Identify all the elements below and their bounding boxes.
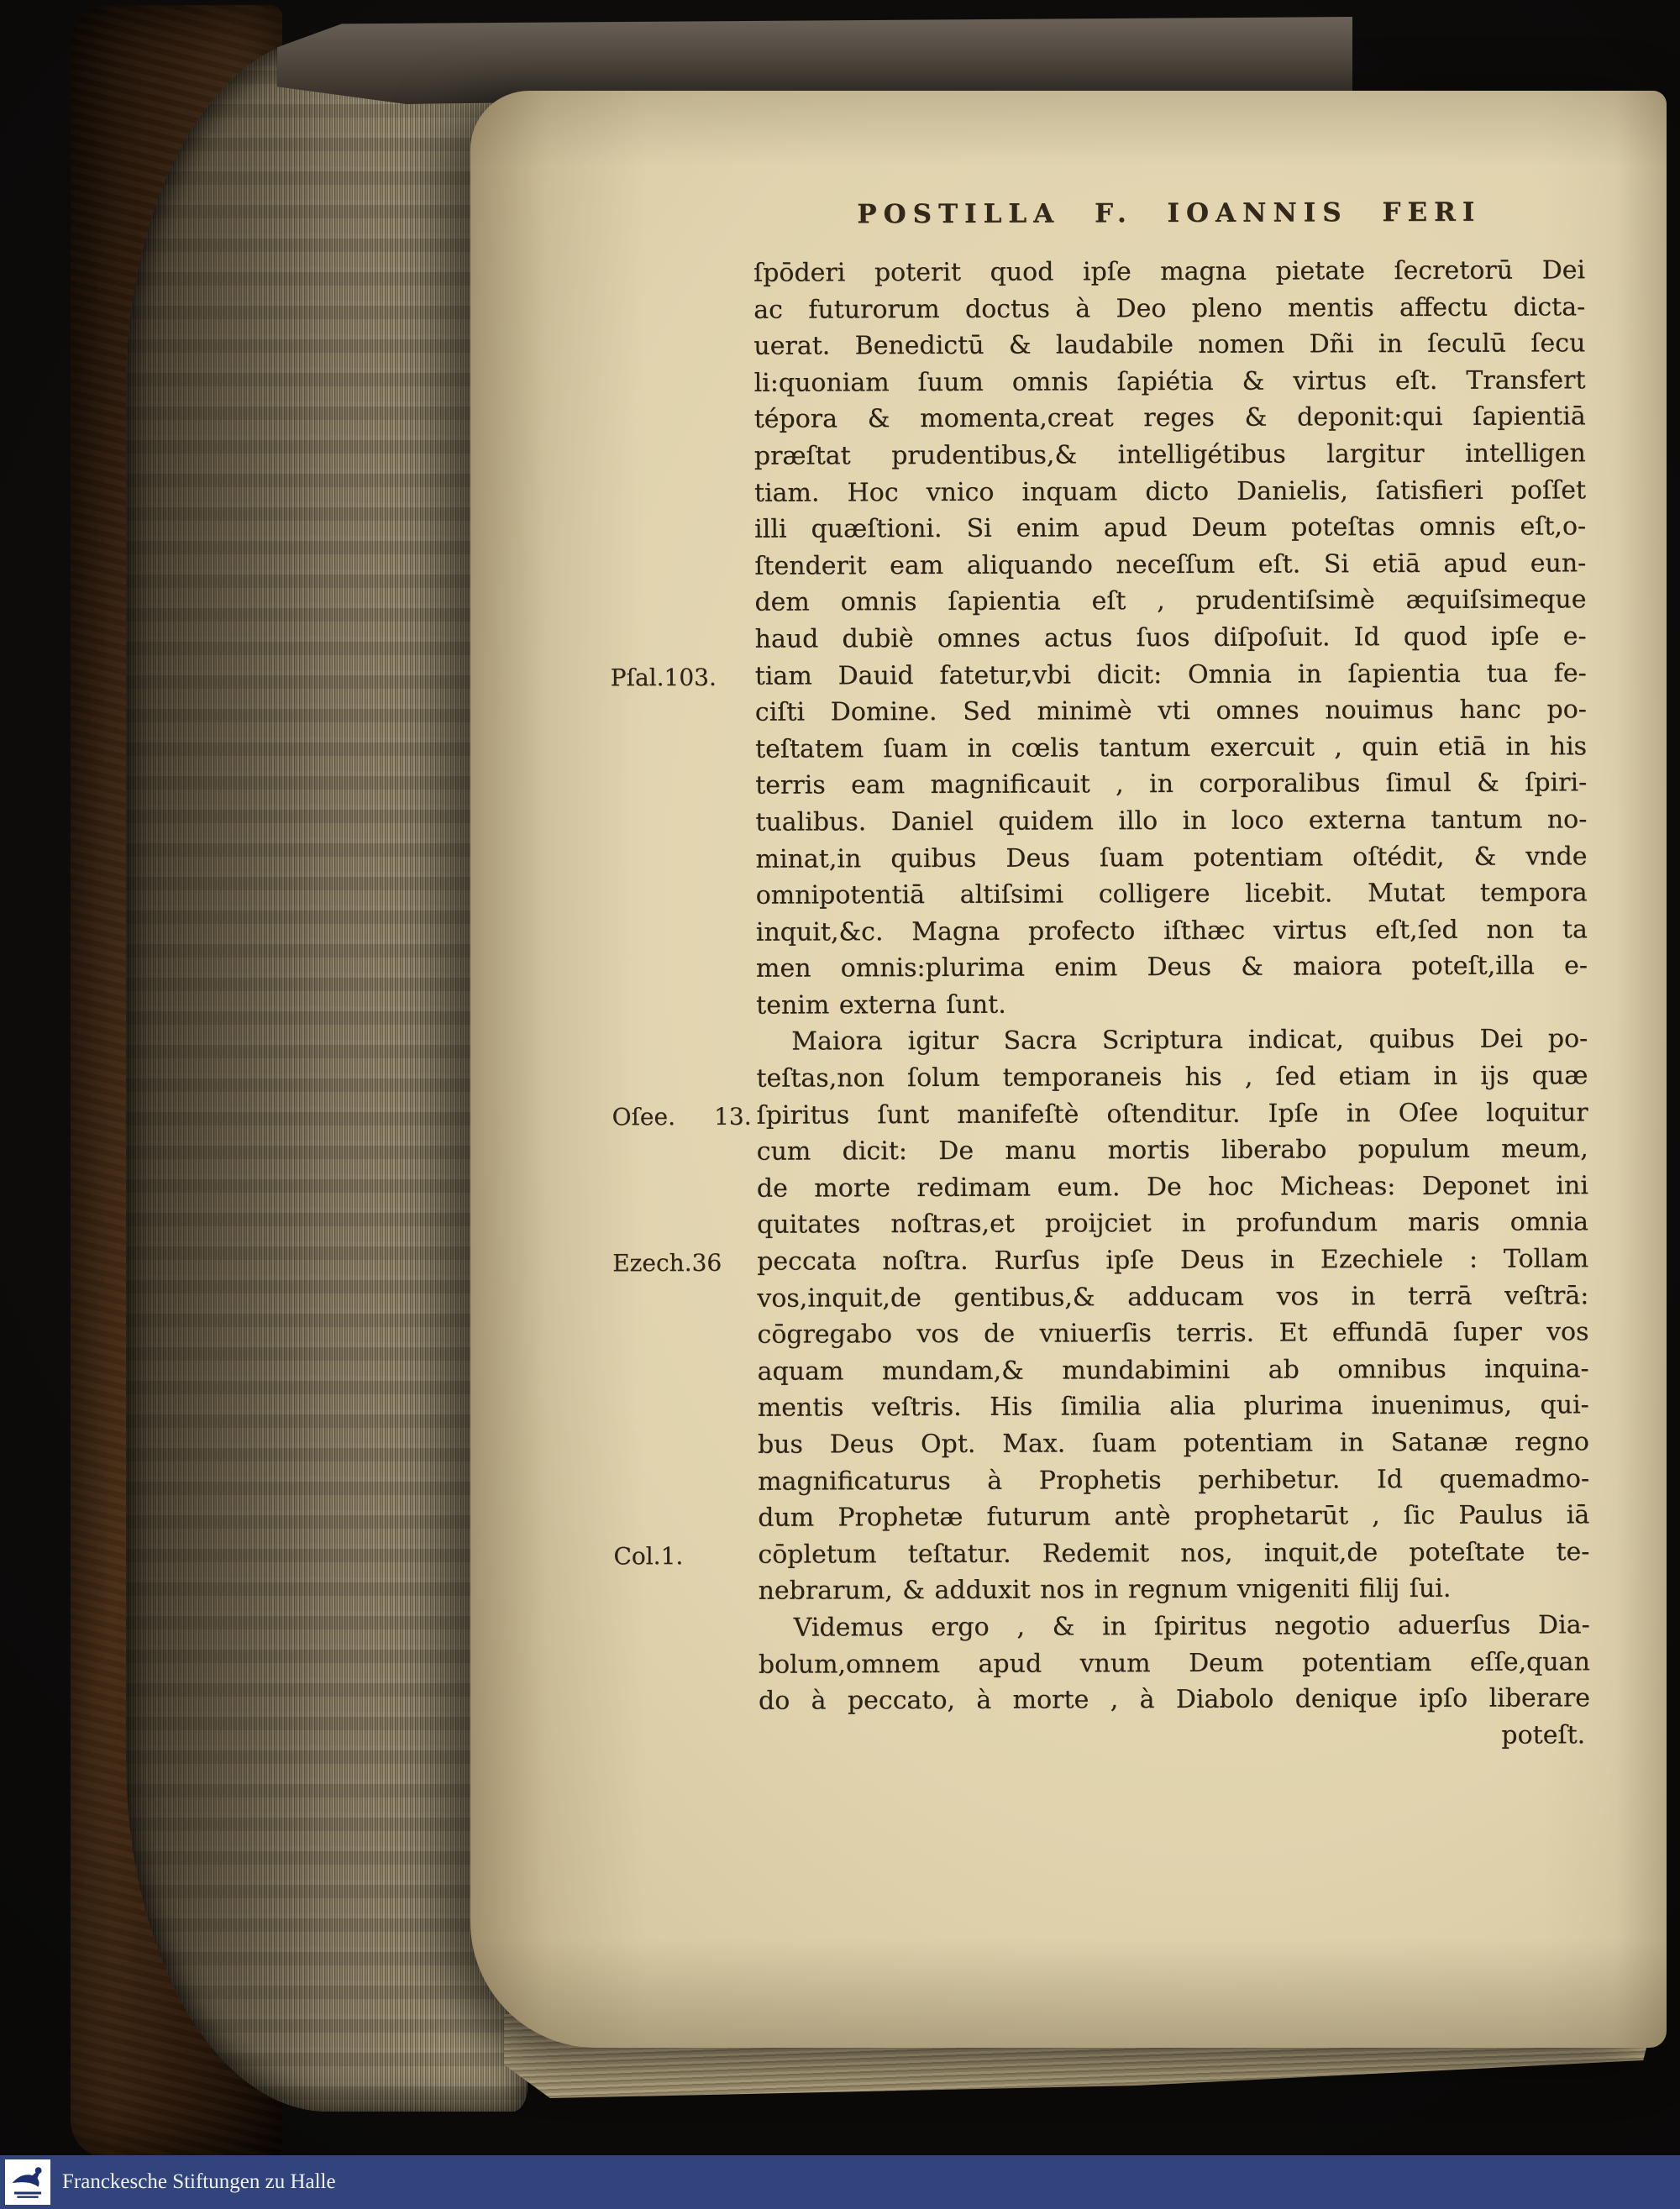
text-line: Col.1. cōpletum teſtatur. Redemit nos, inquit,de poteſtate te-: [758, 1534, 1589, 1573]
text-line: haud dubiè omnes actus ſuos diſpoſuit. Id quod ipſe e-: [754, 622, 1587, 654]
text-line: Ezech.36 peccata noſtra. Rurſus ipſe Deus in Ezechiele : Tollam: [757, 1241, 1588, 1280]
fanned-page-edges: [126, 37, 528, 2112]
text-line: illi quæſtioni. Si enim apud Deum poteſtas omnis eſt,o-: [754, 512, 1587, 544]
franckesche-stiftungen-logo-icon: [5, 2159, 50, 2205]
text-line: bus Deus Opt. Max. ſuam potentiam in Satanæ regno: [757, 1427, 1590, 1460]
text-line: teſtas,non ſolum temporaneis his , ſed etiam in ijs quæ: [756, 1061, 1588, 1094]
text-line: men omnis:plurima enim Deus & maiora poteſt,illa e-: [755, 951, 1588, 984]
text-line: dem omnis ſapientia eſt , prudentiſsimè æquiſsimeque: [754, 585, 1587, 618]
text-line: li:quoniam ſuum omnis ſapiétia & virtus eſt. Transfert: [753, 365, 1586, 398]
text-line: dum Prophetæ futurum antè prophetarūt , ſic Paulus iā: [758, 1500, 1590, 1533]
open-book-page: [470, 91, 1667, 2048]
text-line: mentis veſtris. His ſimilia alia plurima inuenimus, qui-: [757, 1390, 1589, 1424]
text-line: omnipotentiā altiſsimi colligere licebit. Mutat tempora: [755, 878, 1588, 910]
text-line: minat,in quibus Deus ſuam potentiam oſtédit, & vnde: [755, 841, 1588, 874]
institution-label: Franckesche Stiftungen zu Halle: [62, 2170, 336, 2193]
text-line: do à peccato, à morte , à Diabolo denique ipſo liberare: [758, 1683, 1591, 1716]
text-line: inquit,&c. Magna profecto iſthæc virtus eſt,ſed non ta: [755, 914, 1588, 947]
text-line: nebrarum, & adduxit nos in regnum vnigeniti filij ſui.: [758, 1574, 1452, 1607]
text-line: aquam mundam,& mundabimini ab omnibus inquina-: [757, 1354, 1589, 1387]
text-line: ciſti Domine. Sed minimè vti omnes nouimus hanc po-: [754, 695, 1587, 727]
text-line: ſtenderit eam aliquando neceſſum eſt. Si etiā apud eun-: [754, 548, 1587, 581]
text-line: cum dicit: De manu mortis liberabo populum meum,: [756, 1134, 1588, 1167]
text-line: vos,inquit,de gentibus,& adducam vos in terrā veſtrā:: [757, 1280, 1589, 1314]
catchword: poteſt.: [1501, 1720, 1586, 1750]
text-line: bolum,omnem apud vnum Deum potentiam eſſe,quan: [758, 1646, 1590, 1680]
text-line: teſtatem ſuam in cœlis tantum exercuit , quin etiā in his: [754, 731, 1588, 764]
text-line: tiam. Hoc vnico inquam dicto Danielis, ſatisfieri poſſet: [753, 475, 1587, 508]
margin-note: Col.1.: [613, 1541, 684, 1571]
text-line: ac futurorum doctus à Deo pleno mentis affectu dicta-: [753, 291, 1586, 325]
text-line: Oſee. 13. ſpiritus ſunt manifeſtè oſtenditur. Ipſe in Oſee loquitur: [757, 1094, 1588, 1134]
text-line: terris eam magnificauit , in corporalibus ſimul & ſpiri-: [755, 768, 1588, 801]
text-line: cōgregabo vos de vniuerſis terris. Et effundā ſuper vos: [757, 1317, 1589, 1350]
margin-note: Pſal.103.: [610, 663, 717, 691]
body-lines: [610, 252, 1591, 1719]
running-title: POSTILLA F. IOANNIS FERI: [857, 197, 1482, 230]
text-line: Maiora igitur Sacra Scriptura indicat, quibus Dei po-: [791, 1024, 1588, 1057]
text-line: magnificaturus à Prophetis perhibetur. Id quemadmo-: [758, 1463, 1590, 1497]
text-line: præſtat prudentibus,& intelligétibus largitur intelligen: [753, 438, 1586, 471]
text-line: de morte redimam eum. De hoc Micheas: Deponet ini: [756, 1171, 1588, 1204]
text-block: [610, 195, 1591, 1756]
text-line: tenim externa ſunt.: [756, 989, 1006, 1021]
text-line: uerat. Benedictū & laudabile nomen Dñi in ſeculū ſecu: [753, 328, 1586, 361]
margin-note: Ezech.36: [612, 1248, 722, 1278]
text-line: quitates noſtras,et proijciet in profundum maris omnia: [756, 1207, 1589, 1241]
text-line: Videmus ergo , & in ſpiritus negotio aduerſus Dia-: [793, 1610, 1590, 1643]
library-footer-bar: [0, 2155, 1680, 2209]
text-line: Pſal.103. tiam Dauid fatetur,vbi dicit: Omnia in ſapientia tua fe-: [755, 655, 1587, 695]
text-line: ſpōderi poterit quod ipſe magna pietate ſecretorū Dei: [753, 255, 1586, 288]
margin-note: Oſee. 13.: [612, 1102, 752, 1131]
text-line: tépora & momenta,creat reges & deponit:qui ſapientiā: [753, 401, 1586, 435]
text-line: tualibus. Daniel quidem illo in loco externa tantum no-: [755, 805, 1588, 837]
eagle-and-sun-emblem: [8, 2163, 47, 2201]
